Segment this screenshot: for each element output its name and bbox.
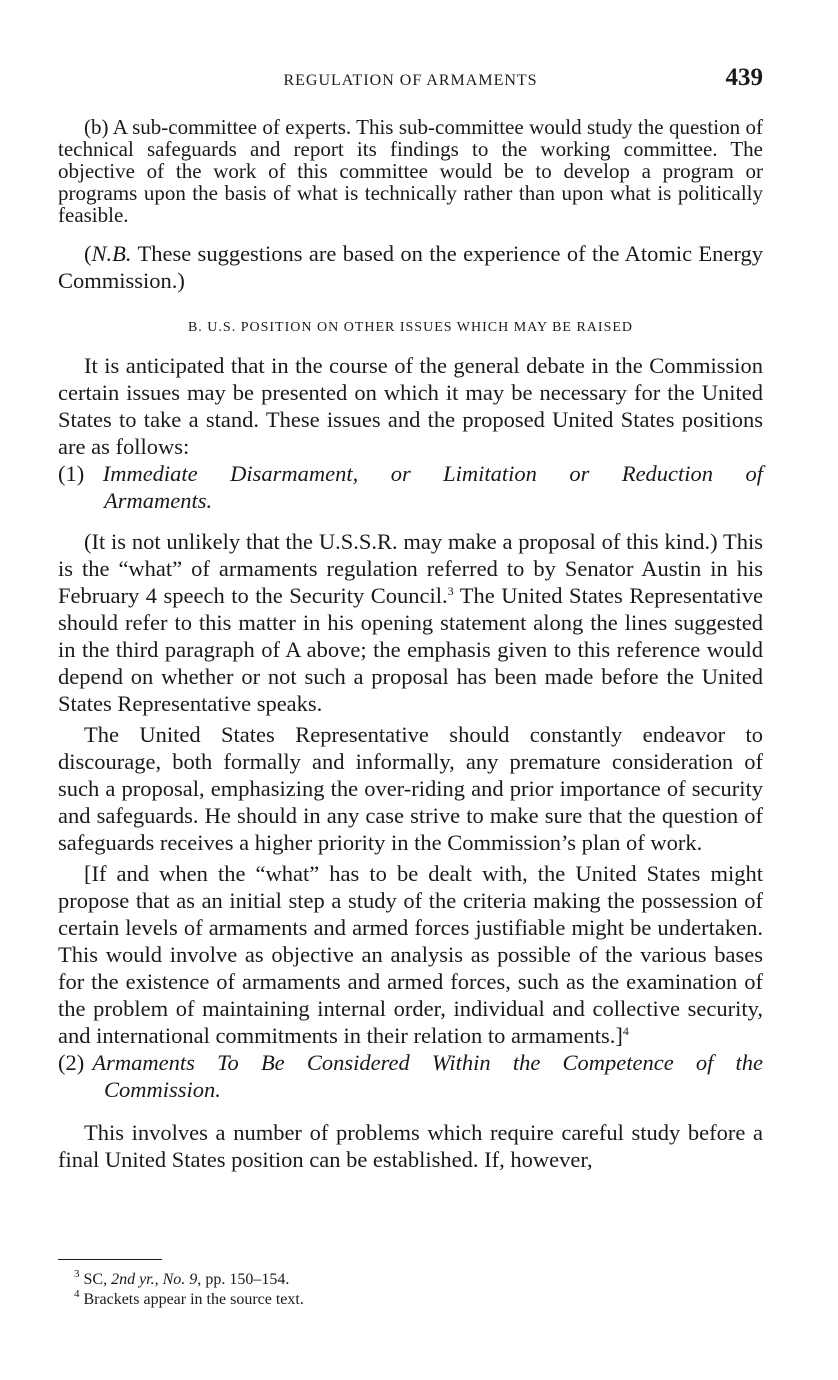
section-heading: B. U.S. POSITION ON OTHER ISSUES WHICH MAY BE RAISED bbox=[187, 320, 634, 335]
item-2-number: (2) bbox=[58, 1050, 85, 1075]
ussr-text-b: The United States Representative should refer to this matter in his opening statement along the lines suggested in the third paragraph of A above; the emphasis given to this reference would depend on whether or not such a proposal has been made before the United States Representative speaks. bbox=[58, 583, 764, 716]
footnote-3 bbox=[74, 1270, 754, 1290]
bracketed-text: [If and when the “what” has to be dealt with, the United States might propose that as an initial step a study of the criteria making the possession of certain levels of armaments and armed forces justifiable might be undertaken. This would involve as objective an analysis as possible of the various bases for the existence of armaments and armed forces, such as the examination of the problem of maintaining internal order, individual and collective security, and international commitments in their relation to armaments.] bbox=[58, 861, 763, 1048]
item-1-number: (1) bbox=[58, 461, 85, 486]
nb-label: N.B. bbox=[91, 241, 132, 266]
footnote-rule bbox=[58, 1259, 162, 1260]
paragraph-bracketed bbox=[58, 860, 763, 1049]
nb-text: These suggestions are based on the experience of the Atomic Energy Commission.) bbox=[58, 241, 763, 293]
item-1-title: Immediate Disarmament, or Limitation or Reduction of Armaments. bbox=[102, 461, 763, 513]
footnote-4-text: Brackets appear in the source text. bbox=[79, 1291, 304, 1308]
footnote-4 bbox=[74, 1290, 754, 1310]
footnote-4-marker: 4 bbox=[74, 1288, 80, 1300]
ussr-text-a: (It is not unlikely that the U.S.S.R. may make a proposal of this kind.) This is the “what” of armaments regulation referred to by Senator Austin in his February 4 speech to the Security Council. bbox=[58, 529, 763, 608]
footnote-3-marker: 3 bbox=[74, 1268, 80, 1280]
paragraph-nb-note bbox=[58, 240, 763, 294]
paragraph-anticipated-issues: It is anticipated that in the course of the general debate in the Commission certain issues may be presented on which it may be necessary for the United States to take a stand. These issues and the proposed United States positions are as follows: bbox=[58, 353, 763, 459]
paragraph-competence: This involves a number of problems which require careful study before a final United States position can be established. If, however, bbox=[58, 1120, 763, 1172]
page-number: 439 bbox=[725, 64, 763, 91]
nb-open-paren: ( bbox=[84, 241, 92, 266]
footnote-3-text-b: 2nd yr., No. 9, bbox=[111, 1271, 202, 1288]
paragraph-discourage: The United States Representative should constantly endeavor to discourage, both formally and informally, any premature consideration of such a proposal, emphasizing the over-riding and prior importance of security and safeguards. He should in any case strive to make sure that the question of safeguards receives a higher priority in the Commission’s plan of work. bbox=[58, 722, 763, 855]
page-header bbox=[58, 64, 763, 98]
paragraph-subcommittee: (b) A sub-committee of experts. This sub-committee would study the question of technical safeguards and report its findings to the working committee. The objective of the work of this committee would be to develop a program or programs upon the basis of what is technically rather than upon what is politically feasible. bbox=[58, 115, 763, 227]
item-heading-1 bbox=[58, 460, 763, 514]
page-body bbox=[58, 116, 763, 1173]
footnotes bbox=[74, 1270, 754, 1310]
paragraph-ussr-proposal bbox=[58, 528, 763, 717]
footnote-3-text-a: SC, bbox=[79, 1271, 112, 1288]
item-heading-2 bbox=[58, 1049, 763, 1103]
footnote-ref-3: 3 bbox=[447, 584, 454, 598]
running-head: REGULATION OF ARMAMENTS bbox=[283, 72, 538, 89]
item-2-title: Armaments To Be Considered Within the Competence of the Commission. bbox=[92, 1050, 764, 1102]
footnote-3-text-c: pp. 150–154. bbox=[201, 1271, 290, 1288]
footnote-ref-4: 4 bbox=[622, 1024, 629, 1038]
